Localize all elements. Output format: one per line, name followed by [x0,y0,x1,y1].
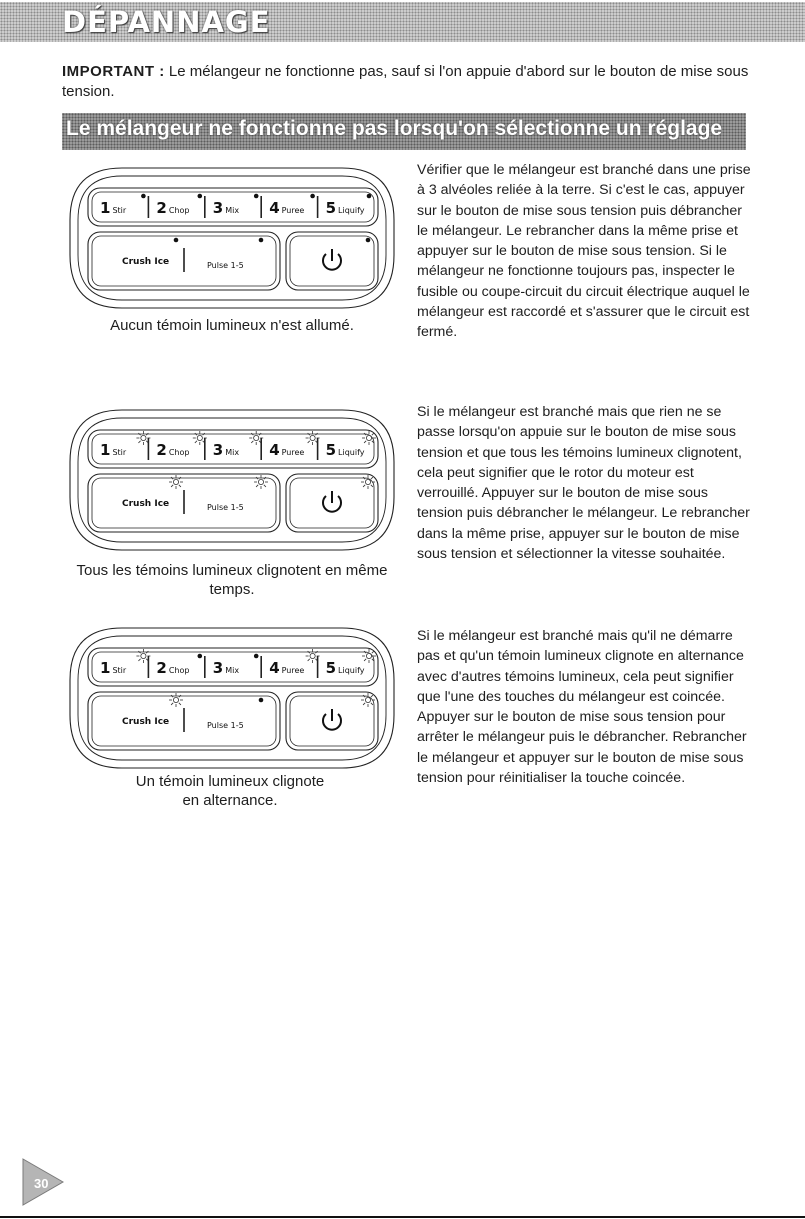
control-panel-all-flashing [62,402,402,557]
paragraph-all-flashing: Si le mélangeur est branché mais que rien ne se passe lorsqu'on appuie sur le bouton de mise sous tension et que tous les témoins lumineux clignotent, cela peut signifier que le rotor du moteur est verrouillé. Appuyer sur le bouton de mise sous tension puis débrancher le mélangeur. Le rebrancher dans la même prise, appuyer sur le bouton de mise sous tension et sélectionner la vitesse souhaitée. [417,404,750,563]
header-bar [0,2,805,42]
speed-1-label: 1 Stir [100,659,127,677]
paragraph-alternating: Si le mélangeur est branché mais qu'il ne démarre pas et qu'un témoin lumineux clignote en alternance avec d'autres témoins lumineux, cela peut signifier que l'une des touches du mélangeur est coincée. Appuyer sur le bouton de mise sous tension pour arrêter le mélangeur puis le débrancher. Rebrancher le mélangeur et appuyer sur le bouton de mise sous tension pour réinitialiser la touche coincée. [417,628,747,787]
indicator-light [254,654,259,659]
crush-ice-label: Crush Ice [122,499,170,509]
pulse-label: Pulse 1-5 [207,721,244,730]
caption-all-flashing: Tous les témoins lumineux clignotent en même temps. [76,562,388,598]
indicator-light [310,194,315,199]
indicator-light [366,238,371,243]
crush-ice-label: Crush Ice [122,717,170,727]
indicator-light [198,194,203,199]
pulse-label: Pulse 1-5 [207,261,244,270]
crush-ice-label: Crush Ice [122,257,170,267]
speed-2-label: 2 Chop [156,659,190,677]
indicator-light [259,698,264,703]
speed-2-label: 2 Chop [156,199,190,217]
speed-3-label: 3 Mix [212,199,240,217]
section-bar [62,113,746,150]
speed-1-label: 1 Stir [100,199,127,217]
page-number: 30 [34,1176,49,1191]
caption-alternating: Un témoin lumineux clignote en alternance. [135,773,325,809]
speed-5-label: 5 Liquify [325,199,365,217]
paragraph-all-off: Vérifier que le mélangeur est branché dans une prise à 3 alvéoles reliée à la terre. Si c'est le cas, appuyer sur le bouton de mise sous tension puis débrancher le mélangeur. Le rebrancher dans la même prise et appuyer sur le bouton de mise sous tension. Si le mélangeur ne fonctionne toujours pas, inspecter le fusible ou coupe-circuit du circuit électrique auquel le mélangeur est raccordé et s'assurer que le circuit est fermé. [417,162,751,341]
important-note [62,62,762,102]
indicator-light [141,194,146,199]
indicator-light [254,194,259,199]
pulse-label: Pulse 1-5 [207,503,244,512]
control-panel-all-off [62,160,402,315]
important-text: Le mélangeur ne fonctionne pas, sauf si l'on appuie d'abord sur le bouton de mise sous tension. [62,63,749,100]
important-label: IMPORTANT : [62,63,165,80]
speed-3-label: 3 Mix [212,441,240,459]
speed-4-label: 4 Puree [269,199,305,217]
speed-2-label: 2 Chop [156,441,190,459]
indicator-light [259,238,264,243]
section-title: Le mélangeur ne fonctionne pas lorsqu'on sélectionne un réglage [66,117,723,140]
indicator-light [367,194,372,199]
speed-3-label: 3 Mix [212,659,240,677]
footer-rule [0,1216,805,1218]
indicator-light [174,238,179,243]
speed-5-label: 5 Liquify [325,659,365,677]
speed-5-label: 5 Liquify [325,441,365,459]
speed-4-label: 4 Puree [269,441,305,459]
speed-4-label: 4 Puree [269,659,305,677]
caption-all-off: Aucun témoin lumineux n'est allumé. [110,317,354,334]
page-number-badge [20,1157,66,1207]
page-title: DÉPANNAGE [62,5,271,39]
speed-1-label: 1 Stir [100,441,127,459]
control-panel-alternating [62,620,402,775]
indicator-light [198,654,203,659]
